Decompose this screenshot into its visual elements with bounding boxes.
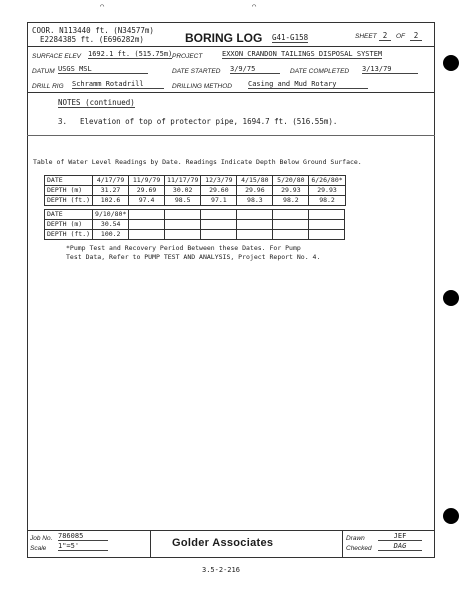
empty-cell: [201, 220, 237, 230]
depth-m-cell: 31.27: [93, 186, 129, 196]
empty-cell: [309, 210, 345, 220]
note-item-text: Elevation of top of protector pipe, 1694.7 ft. (516.55m).: [80, 117, 338, 126]
date-cell: 5/20/80: [273, 176, 309, 186]
of-label: OF: [396, 33, 406, 40]
empty-cell: [237, 220, 273, 230]
empty-cell: [165, 220, 201, 230]
drawn-value: JEF: [378, 532, 422, 541]
header-divider-2: [27, 92, 435, 93]
page-number: 3.5-2-216: [202, 566, 240, 574]
date-started-value: 3/9/75: [230, 65, 280, 74]
surface-elev-label: SURFACE ELEV: [32, 53, 82, 60]
depth-m-cell: 29.93: [309, 186, 345, 196]
depth-m-cell: 30.02: [165, 186, 201, 196]
empty-cell: [201, 210, 237, 220]
coordinates-line-1: COOR. N113440 ft. (N34577m): [32, 26, 154, 35]
date-cell: 11/9/79: [129, 176, 165, 186]
scale-label: Scale: [30, 545, 47, 552]
drilling-method-value: Casing and Mud Rotary: [248, 80, 368, 89]
date-cell: 4/15/80: [237, 176, 273, 186]
depth-ft-cell: 97.4: [129, 196, 165, 206]
water-table-caption: Table of Water Level Readings by Date. Readings Indicate Depth Below Ground Surface.: [33, 158, 362, 166]
binder-hole-bottom: [443, 508, 459, 524]
depth-ft-cell: 98.2: [309, 196, 345, 206]
depth-ft-cell: 100.2: [93, 230, 129, 240]
drawn-label: Drawn: [346, 535, 365, 542]
depth-m-cell: 29.69: [129, 186, 165, 196]
footnote-line-1: *Pump Test and Recovery Period Between these Dates. For Pump: [66, 244, 301, 252]
depth-ft-cell: 98.3: [237, 196, 273, 206]
depth-m-cell: 29.93: [273, 186, 309, 196]
checked-value: DAG: [378, 542, 422, 551]
checked-label: Checked: [346, 545, 372, 552]
header-divider-1: [27, 46, 435, 47]
depth-ft-cell: 98.5: [165, 196, 201, 206]
table-row: [45, 176, 346, 186]
footer-separator-left: [150, 530, 151, 558]
depth-ft-cell: 102.6: [93, 196, 129, 206]
empty-cell: [129, 210, 165, 220]
table-row: [45, 196, 346, 206]
row-label-depth-m: DEPTH (m): [45, 220, 93, 230]
project-label: PROJECT: [172, 53, 203, 60]
row-label-date: DATE: [45, 210, 93, 220]
footer-separator-right: [342, 530, 343, 558]
date-cell: 11/17/79: [165, 176, 201, 186]
table-row: [45, 210, 345, 220]
notes-divider: [27, 135, 435, 136]
empty-cell: [237, 230, 273, 240]
top-tick-mark: ⌒: [100, 2, 105, 10]
row-label-depth-m: DEPTH (m): [45, 186, 93, 196]
job-no-label: Job No.: [30, 535, 53, 542]
top-tick-mark: ⌒: [252, 2, 257, 10]
datum-value: USGS MSL: [58, 65, 148, 74]
note-item-number: 3.: [58, 117, 68, 126]
empty-cell: [273, 210, 309, 220]
date-cell: 6/26/80*: [309, 176, 345, 186]
empty-cell: [129, 230, 165, 240]
surface-elev-value: 1692.1 ft. (515.75m): [88, 50, 173, 58]
empty-cell: [129, 220, 165, 230]
water-level-table-1: [44, 175, 346, 206]
empty-cell: [273, 220, 309, 230]
depth-ft-cell: 97.1: [201, 196, 237, 206]
scale-value: 1"=5': [58, 542, 108, 551]
drill-rig-label: DRILL RIG: [32, 83, 64, 90]
empty-cell: [273, 230, 309, 240]
footer-divider: [27, 530, 435, 531]
binder-hole-top: [443, 55, 459, 71]
project-value: EXXON CRANDON TAILINGS DISPOSAL SYSTEM: [222, 50, 383, 58]
depth-m-cell: 29.96: [237, 186, 273, 196]
date-cell: 9/10/80*: [93, 210, 129, 220]
row-label-date: DATE: [45, 176, 93, 186]
form-title: BORING LOG: [185, 31, 263, 45]
boring-id: G41-G158: [272, 33, 309, 42]
date-completed-label: DATE COMPLETED: [290, 68, 350, 75]
sheet-label: SHEET: [355, 33, 377, 40]
company-name: Golder Associates: [172, 537, 274, 549]
empty-cell: [309, 220, 345, 230]
table-row: [45, 230, 345, 240]
empty-cell: [165, 230, 201, 240]
footnote-line-2: Test Data, Refer to PUMP TEST AND ANALYSIS, Project Report No. 4.: [66, 253, 321, 261]
row-label-depth-ft: DEPTH (ft.): [45, 230, 93, 240]
empty-cell: [165, 210, 201, 220]
row-label-depth-ft: DEPTH (ft.): [45, 196, 93, 206]
water-level-table-2: [44, 209, 345, 240]
drilling-method-label: DRILLING METHOD: [172, 83, 232, 90]
depth-ft-cell: 98.2: [273, 196, 309, 206]
drill-rig-value: Schramm Rotadrill: [72, 80, 164, 89]
date-started-label: DATE STARTED: [172, 68, 221, 75]
coordinates-line-2: E2284385 ft. (E696282m): [40, 35, 144, 44]
empty-cell: [201, 230, 237, 240]
empty-cell: [237, 210, 273, 220]
date-cell: 12/3/79: [201, 176, 237, 186]
binder-hole-middle: [443, 290, 459, 306]
sheet-total: 2: [410, 31, 422, 41]
job-no-value: 786085: [58, 532, 108, 541]
empty-cell: [309, 230, 345, 240]
depth-m-cell: 30.54: [93, 220, 129, 230]
sheet-number: 2: [379, 31, 391, 41]
table-row: [45, 220, 345, 230]
date-completed-value: 3/13/79: [362, 65, 418, 74]
depth-m-cell: 29.60: [201, 186, 237, 196]
table-row: [45, 186, 346, 196]
date-cell: 4/17/79: [93, 176, 129, 186]
datum-label: DATUM: [32, 68, 55, 75]
notes-heading: NOTES (continued): [58, 98, 135, 107]
